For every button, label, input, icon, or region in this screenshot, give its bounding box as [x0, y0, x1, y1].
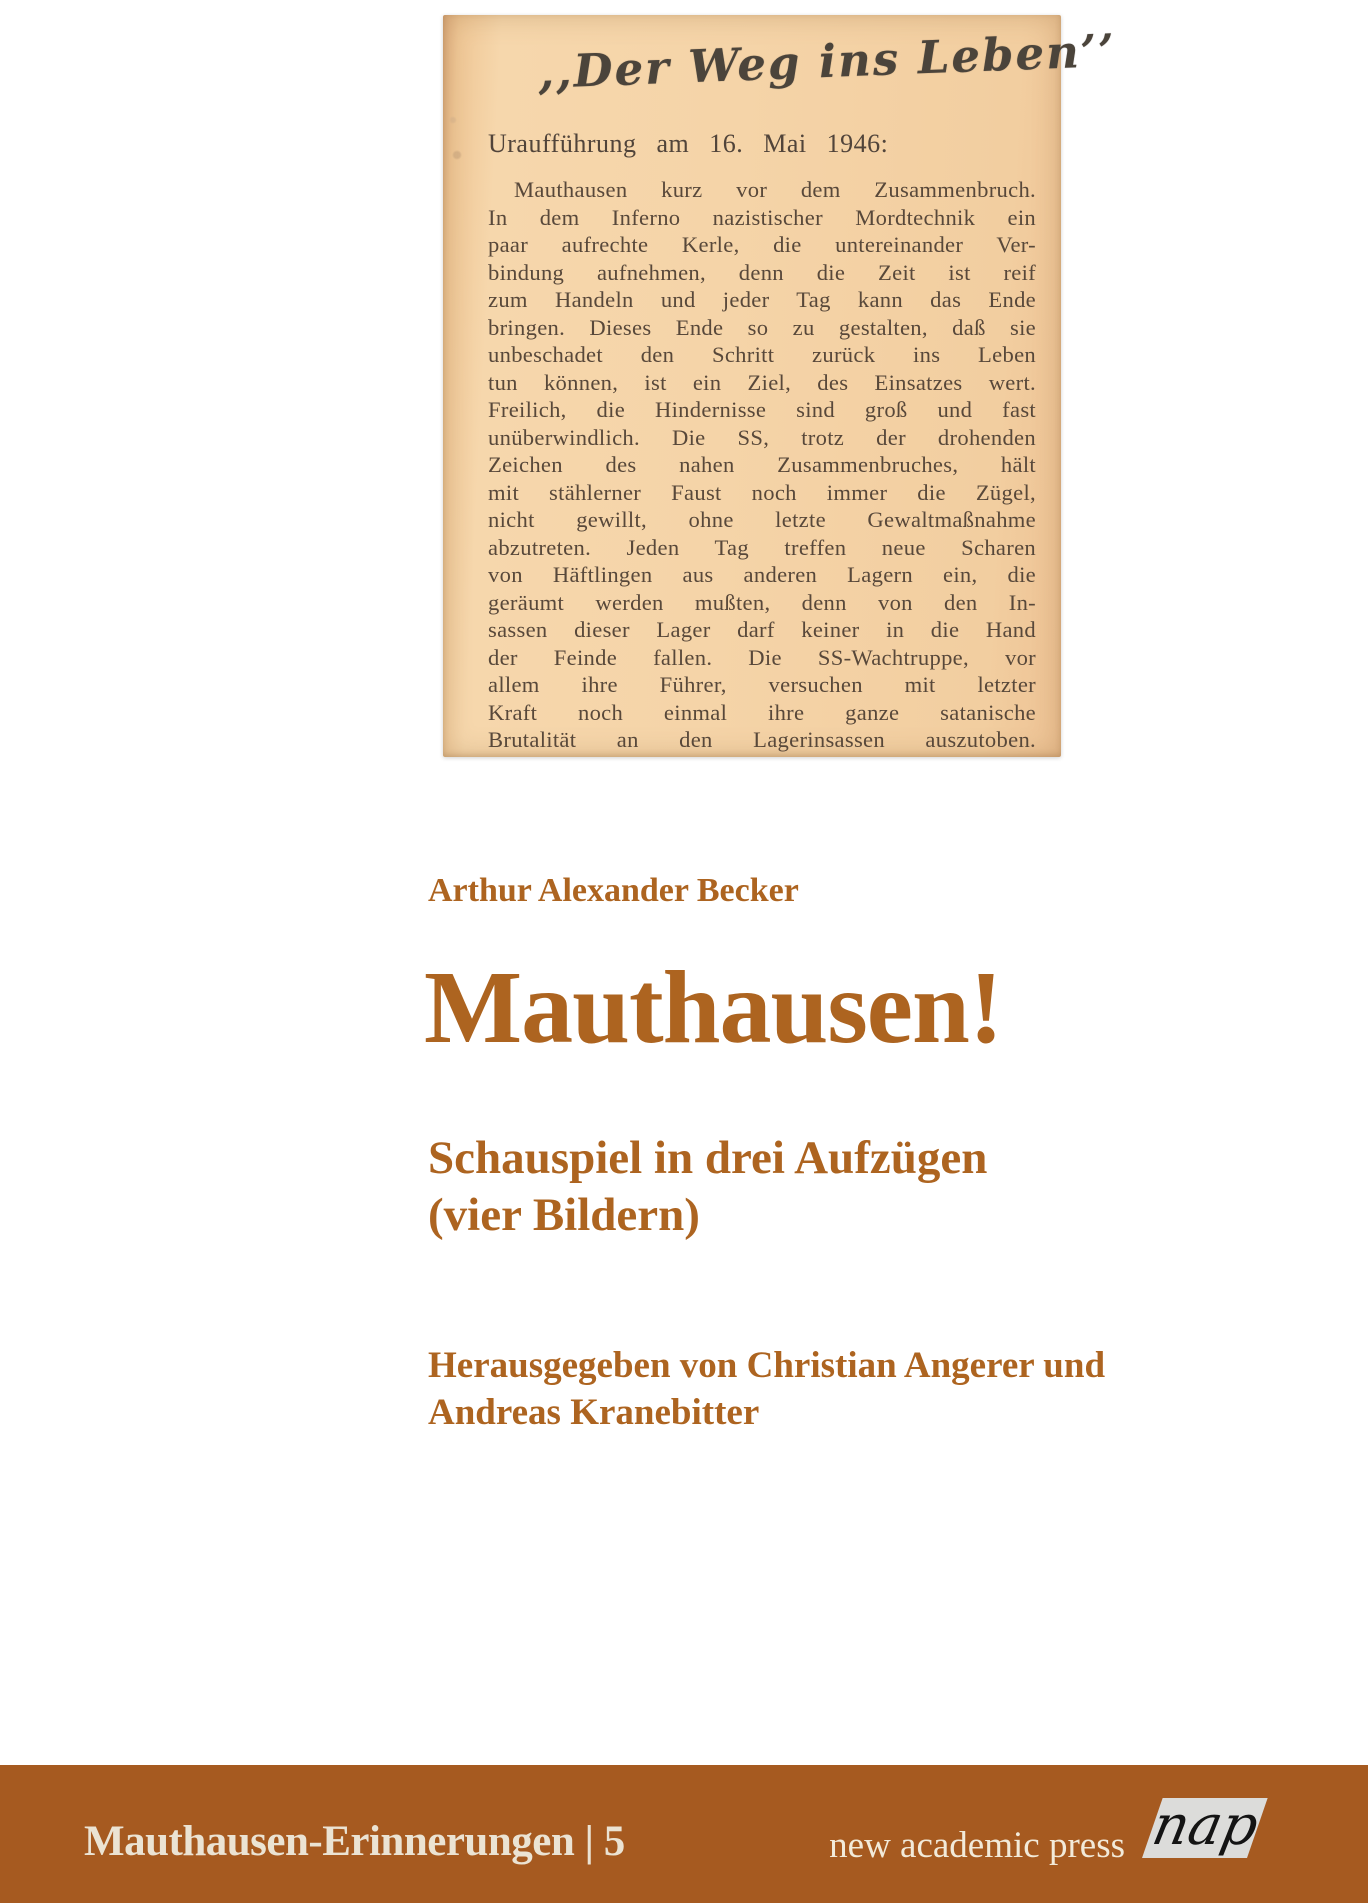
clipping-body-line: geräumt werden mußten, denn von den In-	[488, 589, 1036, 615]
editors-line-2: Andreas Kranebitter	[428, 1392, 760, 1433]
clipping-subheadline: Uraufführung am 16. Mai 1946:	[488, 129, 889, 158]
clipping-body-line: bringen. Dieses Ende so zu gestalten, daß sie	[488, 314, 1036, 340]
clipping-body-line: Zeichen des nahen Zusammenbruches, hält	[488, 452, 1036, 477]
clipping-body-line: Brutalität an den Lagerinsassen auszutoben.	[488, 727, 1036, 752]
clipping-body-line: der Feinde fallen. Die SS-Wachtruppe, vor	[488, 644, 1036, 670]
book-title: Mauthausen!	[424, 950, 1003, 1065]
clipping-body-line: nicht gewillt, ohne letzte Gewaltmaßnahme	[488, 507, 1036, 532]
author-name: Arthur Alexander Becker	[428, 872, 799, 909]
newspaper-clipping	[443, 15, 1117, 757]
clipping-headline: ,,Der Weg ins Leben’’	[537, 23, 1117, 100]
clipping-body-line: In dem Inferno nazistischer Mordtechnik ein	[488, 204, 1036, 230]
clipping-body-line: allem ihre Führer, versuchen mit letzter	[488, 672, 1036, 697]
clipping-body-line: bindung aufnehmen, denn die Zeit ist reif	[488, 259, 1036, 285]
publisher-logo-text: nap	[1147, 1792, 1264, 1857]
clipping-body-line: Mauthausen kurz vor dem Zusammenbruch.	[514, 177, 1036, 202]
book-subtitle	[428, 1130, 987, 1244]
clipping-body-line: zum Handeln und jeder Tag kann das Ende	[488, 287, 1036, 312]
clipping-body-line: mit stählerner Faust noch immer die Zügel,	[488, 479, 1036, 505]
clipping-body-line: abzutreten. Jeden Tag treffen neue Scharen	[488, 534, 1036, 560]
clipping-body-line: tun können, ist ein Ziel, des Einsatzes wert.	[488, 369, 1036, 395]
editors-line-1: Herausgegeben von Christian Angerer und	[428, 1345, 1106, 1386]
series-label: Mauthausen-Erinnerungen | 5	[84, 1818, 625, 1865]
clipping-body-line: Kraft noch einmal ihre ganze satanische	[488, 699, 1036, 725]
clipping-body-text	[488, 176, 1036, 754]
clipping-body-line: unbeschadet den Schritt zurück ins Leben	[488, 342, 1036, 367]
publisher-name: new academic press	[829, 1825, 1125, 1866]
clipping-body-line: sassen dieser Lager darf keiner in die Hand	[488, 617, 1036, 642]
clipping-body-line: paar aufrechte Kerle, die untereinander Ver-	[488, 232, 1036, 257]
clipping-body-line: Freilich, die Hindernisse sind groß und fast	[488, 397, 1036, 422]
subtitle-line-1: Schauspiel in drei Aufzügen	[428, 1132, 988, 1184]
editors-credit	[428, 1342, 1105, 1436]
clipping-body-line: unüberwindlich. Die SS, trotz der drohenden	[488, 424, 1036, 450]
clipping-body-line: von Häftlingen aus anderen Lagern ein, die	[488, 562, 1036, 587]
subtitle-line-2: (vier Bildern)	[428, 1189, 700, 1241]
publisher-logo	[1142, 1792, 1268, 1858]
